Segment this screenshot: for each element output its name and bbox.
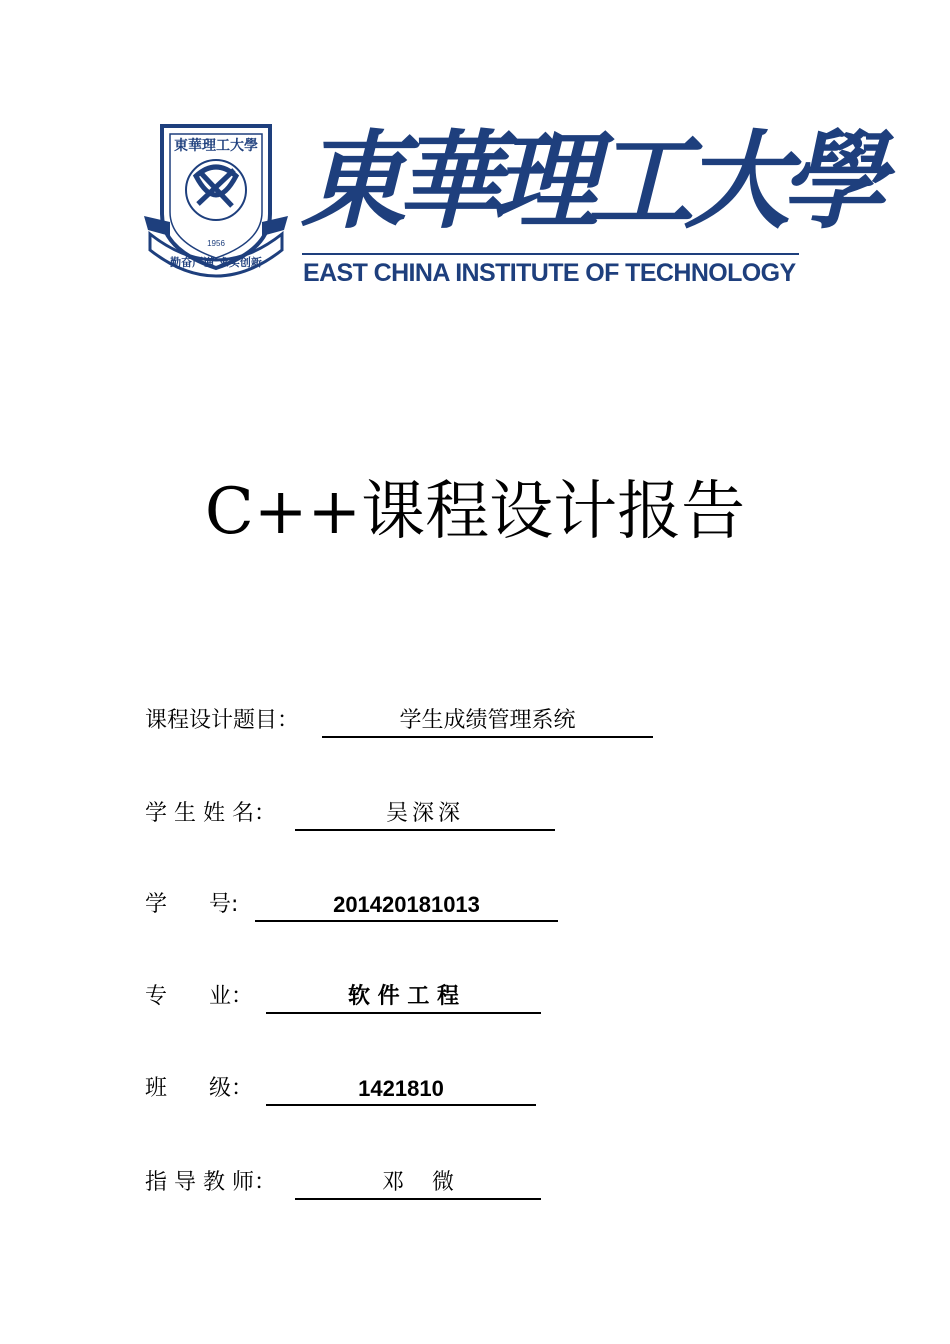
university-logo (140, 118, 876, 288)
field-value: 1421810 (266, 1072, 536, 1106)
seal-year: 1956 (207, 239, 225, 248)
field-student-name (145, 797, 565, 831)
seal-top-text: 東華理工大學 (174, 138, 258, 154)
field-value: 201420181013 (255, 888, 558, 922)
field-value: 软 件 工 程 (266, 980, 541, 1014)
field-major (145, 980, 565, 1014)
report-title: C++课程设计报告 (204, 475, 746, 549)
university-english-name: EAST CHINA INSTITUTE OF TECHNOLOGY (303, 259, 796, 287)
field-value: 学生成绩管理系统 (322, 704, 653, 738)
field-class (145, 1072, 565, 1106)
field-label: 班 级： (145, 1076, 253, 1101)
field-label: 专 业： (145, 984, 253, 1009)
field-label: 指 导 教 师： (145, 1170, 276, 1195)
logo-divider (302, 253, 799, 255)
field-label: 学 生 姓 名： (145, 801, 276, 826)
field-label: 学 号: (145, 892, 239, 917)
field-advisor (145, 1166, 565, 1200)
field-value: 吴深深 (295, 797, 555, 831)
university-chinese-name: 東華理工大學 (300, 118, 876, 243)
seal-motto: 勤奋严谨 求实创新 (170, 256, 262, 269)
field-student-id (145, 888, 565, 922)
field-value: 邓 微 (295, 1166, 541, 1200)
university-seal-icon (140, 118, 292, 282)
field-course-topic (145, 704, 665, 738)
field-label: 课程设计题目： (145, 708, 300, 733)
